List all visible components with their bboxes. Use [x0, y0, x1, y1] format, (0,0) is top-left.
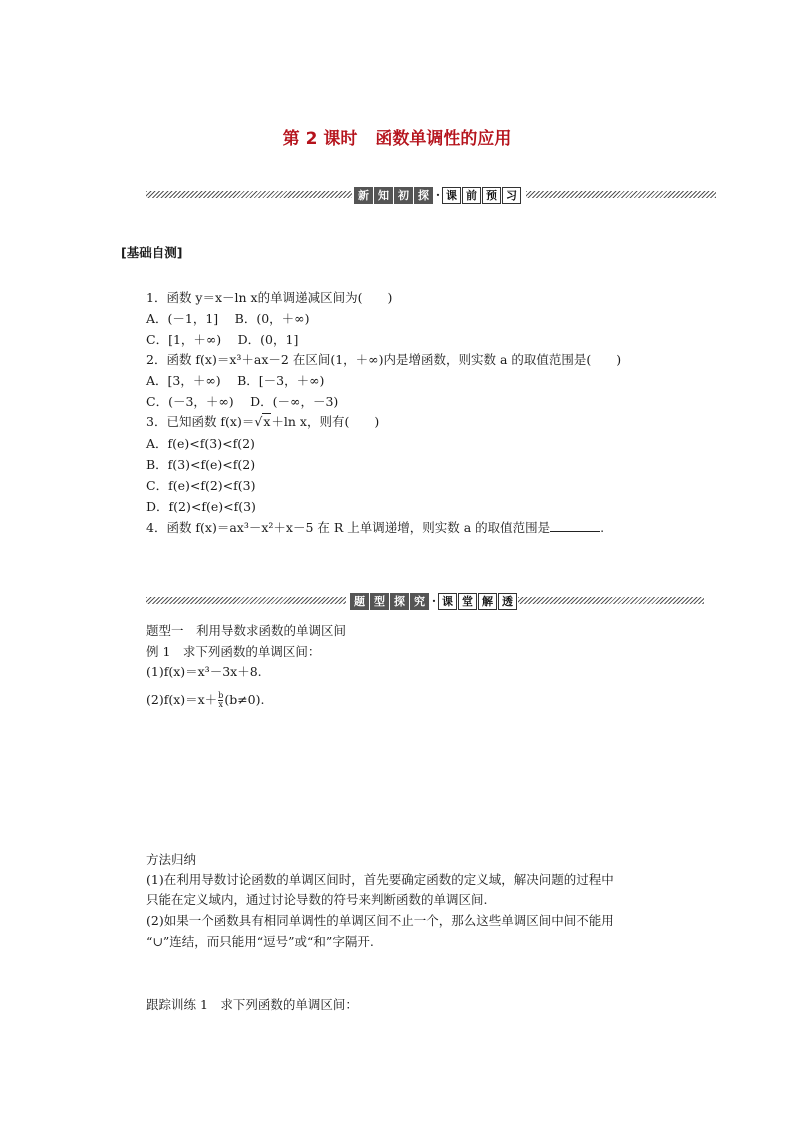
method-line: “∪”连结，而只能用“逗号”或“和”字隔开. [146, 934, 374, 949]
section-banner-explore [146, 593, 704, 607]
question-3 [146, 412, 379, 430]
banner-tags [354, 187, 522, 203]
fraction-numerator: b [218, 691, 224, 700]
q3-prefix: 3．已知函数 f(x)＝ [146, 414, 255, 429]
q3-option: D．f(2)<f(e)<f(3) [146, 499, 256, 514]
question-line: C．[1，＋∞) D．(0，1] [146, 332, 299, 347]
section-banner-preview [146, 187, 716, 201]
banner-char: 探 [390, 593, 409, 610]
banner-dot: · [431, 594, 437, 608]
p2-suffix: (b≠0). [224, 692, 265, 707]
banner-hatch-left [146, 191, 352, 198]
question-line: 2．函数 f(x)＝x³＋ax－2 在区间(1，＋∞)内是增函数，则实数 a 的取值范围是( ) [146, 352, 622, 367]
question-line: A．[3，＋∞) B．[－3，＋∞) [146, 373, 325, 388]
banner-char: 透 [498, 593, 517, 610]
q3-radicand: x [263, 414, 271, 429]
question-line: A．(－1，1] B．(0，＋∞) [146, 311, 310, 326]
type-heading: 题型一 利用导数求函数的单调区间 [146, 623, 347, 638]
banner-char: 课 [442, 187, 461, 204]
q3-suffix: ＋ln x，则有( ) [271, 414, 380, 429]
banner-char: 预 [482, 187, 501, 204]
sqrt-symbol: √ [254, 414, 263, 429]
lesson-topic: 函数单调性的应用 [375, 129, 512, 149]
question-4 [146, 518, 604, 536]
question-line: 1．函数 y＝x－ln x的单调递减区间为( ) [146, 290, 393, 305]
method-heading: 方法归纳 [146, 852, 197, 867]
banner-char: 堂 [458, 593, 477, 610]
q4-text: 4．函数 f(x)＝ax³－x²＋x－5 在 R 上单调递增，则实数 a 的取值范围是 [146, 520, 551, 535]
example-part-1: (1)f(x)＝x³－3x＋8. [146, 664, 262, 679]
method-line: (1)在利用导数讨论函数的单调区间时，首先要确定函数的定义域，解决问题的过程中 [146, 872, 614, 887]
answer-blank[interactable] [550, 519, 600, 532]
banner-char: 知 [374, 187, 393, 204]
lesson-number: 第 2 课时 [282, 129, 358, 149]
banner-hatch-right [526, 191, 716, 198]
example-part-2 [146, 690, 264, 709]
basic-test-heading: [基础自测] [121, 245, 183, 260]
banner-hatch-left [146, 597, 346, 604]
banner-char: 型 [370, 593, 389, 610]
banner-char: 题 [350, 593, 369, 610]
fraction [218, 692, 223, 709]
fraction-denominator: x [218, 700, 223, 709]
p2-prefix: (2)f(x)＝x＋ [146, 692, 218, 707]
banner-hatch-right [518, 597, 704, 604]
banner-char: 探 [414, 187, 433, 204]
q3-option: B．f(3)<f(e)<f(2) [146, 457, 256, 472]
banner-tags [350, 593, 518, 609]
q3-option: A．f(e)<f(3)<f(2) [146, 436, 255, 451]
example-heading: 例 1 求下列函数的单调区间： [146, 644, 321, 659]
q4-end: . [600, 520, 605, 535]
method-line: (2)如果一个函数具有相同单调性的单调区间不止一个，那么这些单调区间中间不能用 [146, 913, 614, 928]
banner-char: 究 [410, 593, 429, 610]
banner-char: 习 [502, 187, 521, 204]
page-title [0, 124, 794, 149]
banner-char: 解 [478, 593, 497, 610]
method-line: 只能在定义域内，通过讨论导数的符号来判断函数的单调区间. [146, 892, 488, 907]
banner-char: 课 [438, 593, 457, 610]
banner-char: 新 [354, 187, 373, 204]
banner-char: 前 [462, 187, 481, 204]
question-line: C．(－3，＋∞) D．(－∞，－3) [146, 394, 339, 409]
practice-heading: 跟踪训练 1 求下列函数的单调区间： [146, 997, 358, 1012]
banner-dot: · [435, 188, 441, 202]
banner-char: 初 [394, 187, 413, 204]
q3-option: C．f(e)<f(2)<f(3) [146, 478, 256, 493]
